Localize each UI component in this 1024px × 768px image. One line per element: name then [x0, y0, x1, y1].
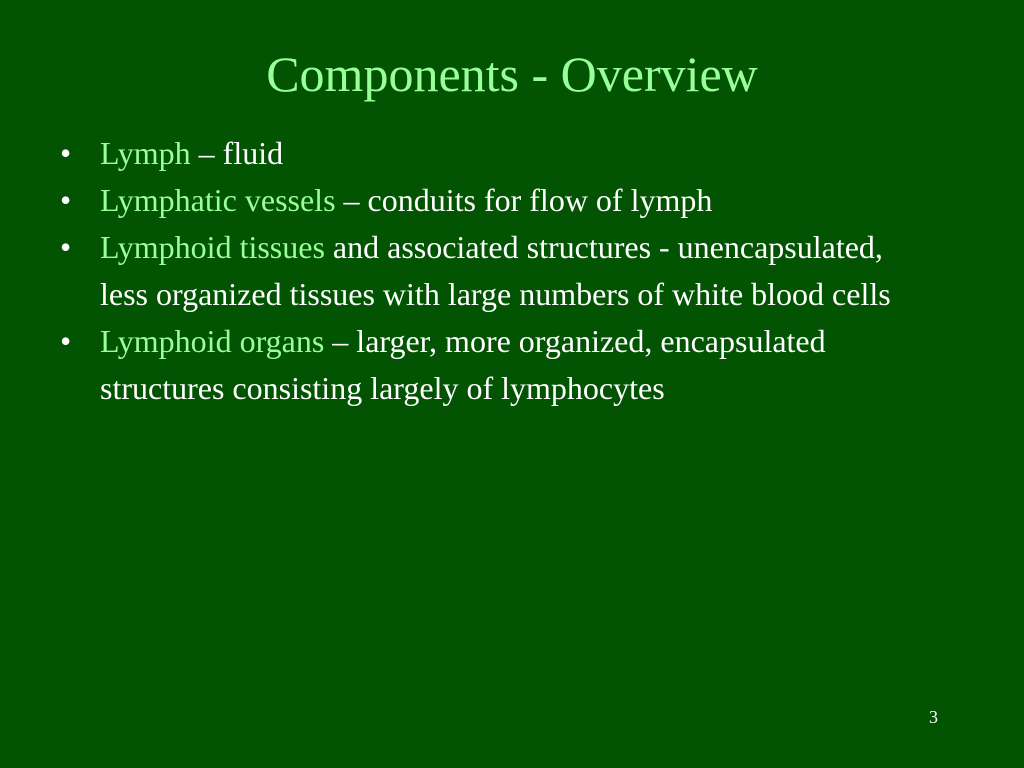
list-item-lymphatic-vessels	[60, 177, 910, 224]
list-item-lymphoid-organs	[60, 318, 910, 412]
bullet-text: – fluid	[190, 135, 284, 171]
page-number: 3	[929, 707, 938, 727]
bullet-icon: •	[60, 323, 72, 359]
list-item-lymph	[60, 130, 910, 177]
bullet-list	[60, 130, 910, 412]
list-item-lymphoid-tissues	[60, 224, 910, 318]
bullet-icon: •	[60, 229, 72, 265]
term-label: Lymphatic vessels	[100, 182, 336, 218]
bullet-icon: •	[60, 135, 72, 171]
bullet-text: and associated structures - unencapsulated, less organized tissues with large numbers of white blood cells	[100, 229, 891, 312]
term-label: Lymph	[100, 135, 191, 171]
bullet-icon: •	[60, 182, 72, 218]
bullet-text: – larger, more organized, encapsulated structures consisting largely of lymphocytes	[100, 323, 826, 406]
term-label: Lymphoid tissues	[100, 229, 325, 265]
term-label: Lymphoid organs	[100, 323, 325, 359]
bullet-text: – conduits for flow of lymph	[335, 182, 713, 218]
slide-title: Components - Overview	[266, 46, 758, 102]
